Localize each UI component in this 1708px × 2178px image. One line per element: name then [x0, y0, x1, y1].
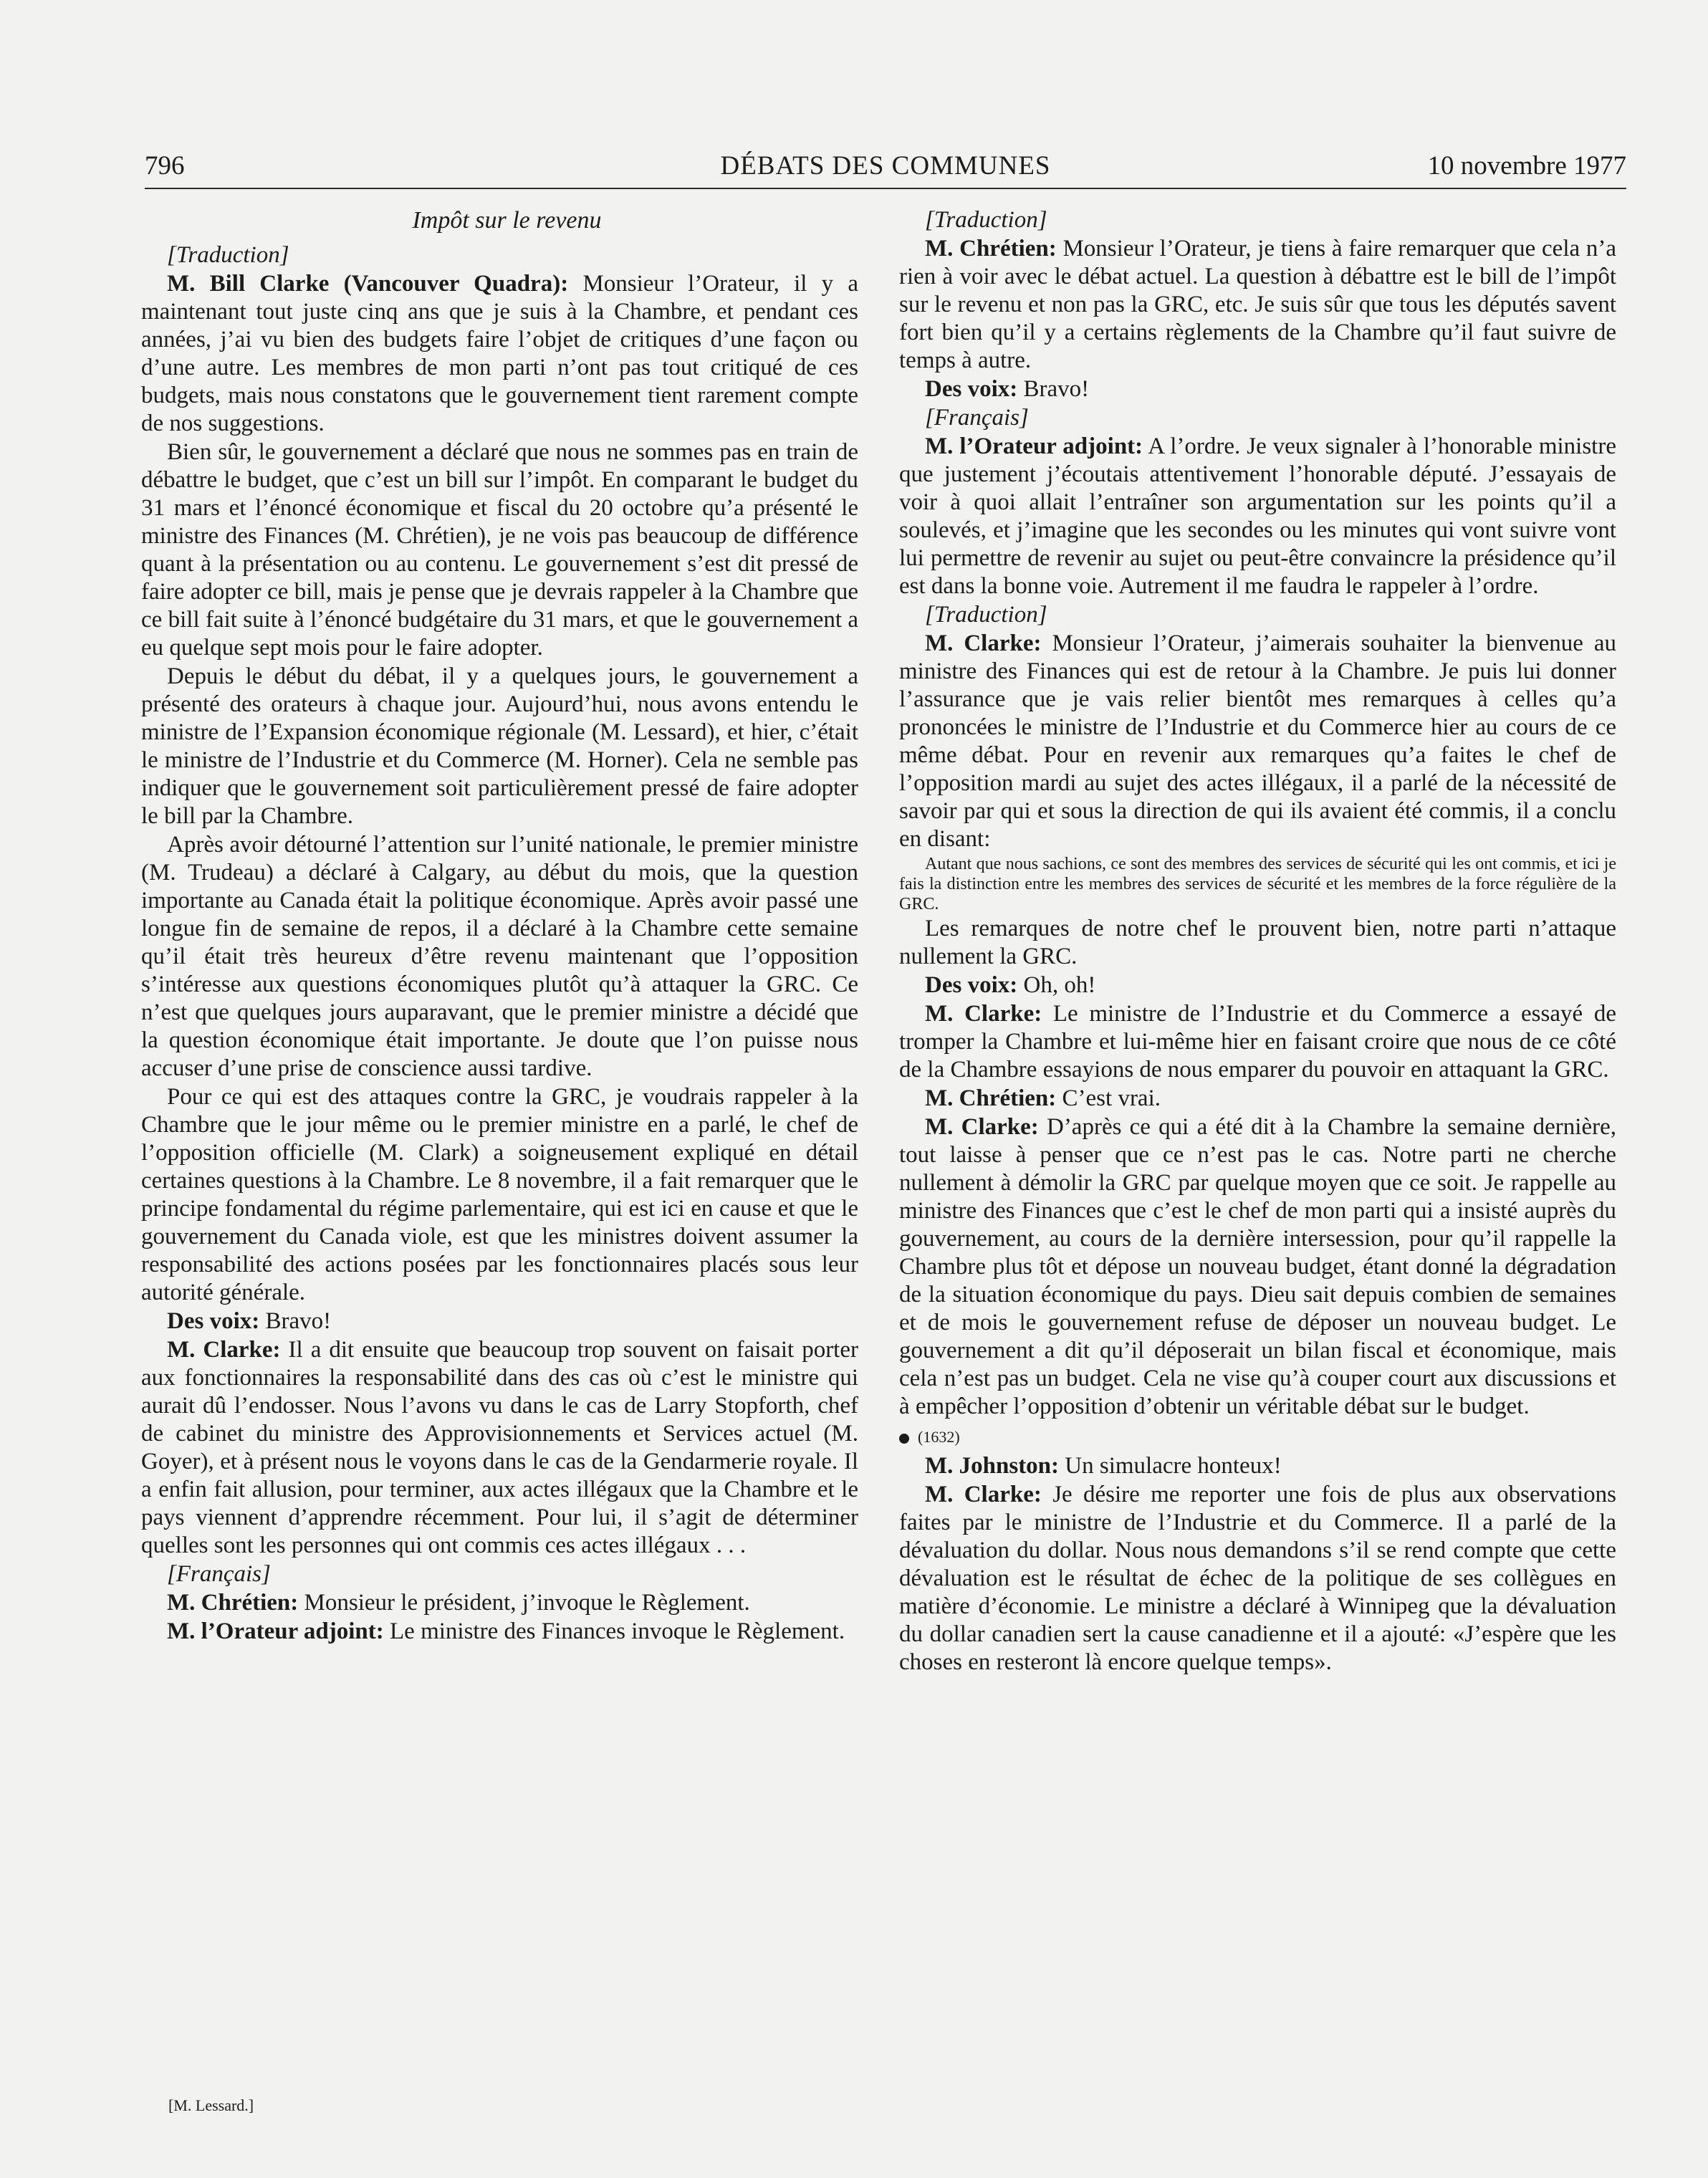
timestamp — [899, 1425, 1616, 1449]
left-column — [141, 206, 858, 1646]
language-tag: [Traduction] — [925, 602, 1047, 628]
speech-text: Oh, oh! — [1017, 972, 1096, 998]
paragraph — [899, 1481, 1616, 1676]
speech-text: Bravo! — [1017, 376, 1090, 402]
speaker-name: M. Chrétien: — [925, 236, 1057, 262]
speaker-name: M. Johnston: — [925, 1453, 1060, 1479]
speech-text: Monsieur l’Orateur, il y a maintenant tout juste cinq ans que je suis à la Chambre, et pendant ces années, j’ai vu bien des budgets faire l’objet de critiques d’une façon ou d’une autre. Les membres de mon parti n’ont pas tout critiqué de ces budgets, mais nous constatons que le gouvernement tient rarement compte de nos suggestions. — [141, 271, 858, 436]
speaker-name: M. Clarke: — [925, 1114, 1039, 1140]
paragraph: Les remarques de notre chef le prouvent bien, notre parti n’attaque nullement la GRC. — [899, 916, 1616, 969]
paragraph: Après avoir détourné l’attention sur l’unité nationale, le premier ministre (M. Trudeau) a déclaré à Calgary, au début du mois, que la question importante au Canada était la politique économique. Après avoir passé une longue fin de semaine de repos, il a déclaré à la Chambre cette semaine qu’il était très heureux d’être revenu maintenant que l’opposition s’intéresse aux questions économiques plutôt qu’à attaquer la GRC. Ce n’est que quelques jours auparavant, que le premier ministre a décidé que la question économique était importante. Je doute que l’on puisse nous accuser d’une prise de conscience aussi tardive. — [141, 832, 858, 1081]
paragraph — [899, 1452, 1616, 1480]
language-tag: [Français] — [167, 1561, 271, 1587]
speech-text: Bravo! — [259, 1308, 332, 1334]
paragraph: Bien sûr, le gouvernement a déclaré que nous ne sommes pas en train de débattre le budget, que c’est un bill sur l’impôt. En comparant le budget du 31 mars et l’énoncé économique et fiscal du 20 octobre qu’a présenté le ministre des Finances (M. Chrétien), je ne vois pas beaucoup de différence quant à la présentation ou au contenu. Le gouvernement s’est dit pressé de faire adopter ce bill, mais je pense que je devrais rappeler à la Chambre que ce bill fait suite à l’énoncé budgétaire du 31 mars, et que le gouvernement a eu quelque sept mois pour le faire adopter. — [141, 439, 858, 661]
speech-text: Il a dit ensuite que beaucoup trop souvent on faisait porter aux fonctionnaires la responsabilité dans des cas où c’est le ministre qui aurait dû l’endosser. Nous l’avons vu dans le cas de Larry Stopforth, chef de cabinet du ministre des Approvisionnements et Services actuel (M. Goyer), et à présent nous le voyons dans le cas de la Gendarmerie royale. Il a enfin fait allusion, pour terminer, aux actes illégaux que la Chambre et le pays viennent d’apprendre récemment. Pour lui, il s’agit de déterminer quelles sont les personnes qui ont commis ces actes illégaux . . . — [141, 1337, 858, 1558]
language-tag: [Traduction] — [925, 207, 1047, 233]
paragraph — [141, 1618, 858, 1646]
paragraph — [899, 433, 1616, 600]
speech-text: A l’ordre. Je veux signaler à l’honorable ministre que justement j’écoutais attentivement l’honorable député. J’essayais de voir à quoi allait l’entraîner son argumentation sur les points qu’il a soulevés, et j’imagine que les secondes ou les minutes qui vont suivre vont lui permettre de revenir au sujet ou peut-être convaincre la présidence qu’il est dans la bonne voie. Autrement il me faudra le rappeler à l’ordre. — [899, 433, 1616, 599]
speaker-name: Des voix: — [925, 376, 1018, 402]
bullet-icon — [899, 1434, 909, 1444]
page-header — [145, 148, 1626, 185]
paragraph — [899, 375, 1616, 403]
paragraph — [899, 972, 1616, 999]
speech-text: C’est vrai. — [1056, 1085, 1161, 1111]
page-number: 796 — [145, 151, 185, 181]
speech-text: Je désire me reporter une fois de plus aux observations faites par le ministre de l’Industrie et du Commerce. Il a parlé de la dévaluation du dollar. Nous nous demandons s’il se rend compte que cette dévaluation est le résultat de échec de la politique de ses collègues en matière d’économie. Le ministre a déclaré à Winnipeg que la dévaluation du dollar canadien sert la cause canadienne et il a ajouté: «J’espère que les choses en resteront là encore quelque temps». — [899, 1482, 1616, 1675]
speech-text: Monsieur le président, j’invoque le Règlement. — [298, 1590, 750, 1616]
speaker-name: M. Chrétien: — [167, 1590, 299, 1616]
speaker-name: M. Clarke: — [925, 1482, 1042, 1507]
speaker-name: M. Clarke: — [167, 1337, 281, 1363]
paragraph — [899, 1085, 1616, 1113]
paragraph — [899, 235, 1616, 375]
speaker-name: Des voix: — [167, 1308, 260, 1334]
speech-text: Monsieur l’Orateur, j’aimerais souhaiter la bienvenue au ministre des Finances qui est de retour à la Chambre. Je puis lui donner l’assurance que je vais relier bientôt mes remarques à celles qu’a prononcées le ministre de l’Industrie et du Commerce hier au cours de ce même débat. Pour en revenir aux remarques qu’a faites le chef de l’opposition mardi au sujet des actes illégaux, il a parlé de la nécessité de savoir par qui et sous la direction de qui ils avaient été commis, il a conclu en disant: — [899, 630, 1616, 852]
paragraph — [899, 1113, 1616, 1421]
speaker-name: M. Bill Clarke (Vancouver Quadra): — [167, 271, 569, 297]
speech-text: Un simulacre honteux! — [1059, 1453, 1282, 1479]
paragraph — [141, 270, 858, 438]
header-rule — [145, 188, 1626, 189]
paragraph — [899, 630, 1616, 853]
speaker-name: M. l’Orateur adjoint: — [925, 433, 1143, 459]
paragraph: Depuis le début du débat, il y a quelques jours, le gouvernement a présenté des orateurs à chaque jour. Aujourd’hui, nous avons entendu le ministre de l’Expansion économique régionale (M. Lessard), et hier, c’était le ministre de l’Industrie et du Commerce (M. Horner). Cela ne semble pas indiquer que le gouvernement soit particulièrement pressé de faire adopter le bill par la Chambre. — [141, 663, 858, 829]
language-tag: [Traduction] — [167, 242, 289, 268]
language-tag: [Français] — [925, 405, 1029, 431]
timestamp-text: (1632) — [918, 1428, 960, 1446]
block-quote: Autant que nous sachions, ce sont des membres des services de sécurité qui les ont commis, et ici je fais la distinction entre les membres des services de sécurité et les membres de la force régulière de la GRC. — [899, 855, 1616, 913]
speaker-name: M. Chrétien: — [925, 1085, 1057, 1111]
publication-title: DÉBATS DES COMMUNES — [720, 151, 1051, 181]
right-column — [899, 206, 1616, 1677]
speech-text: Monsieur l’Orateur, je tiens à faire remarquer que cela n’a rien à voir avec le débat actuel. La question à débattre est le bill de l’impôt sur le revenu et non pas la GRC, etc. Je suis sûr que tous les députés savent fort bien qu’il y a certains règlements de la Chambre qu’il faut suivre de temps à autre. — [899, 236, 1616, 373]
paragraph — [899, 1000, 1616, 1084]
issue-date: 10 novembre 1977 — [1427, 151, 1626, 181]
paragraph — [141, 1336, 858, 1560]
paragraph: Pour ce qui est des attaques contre la GRC, je voudrais rappeler à la Chambre que le jour même ou le premier ministre en a parlé, le chef de l’opposition officielle (M. Clark) a soigneusement expliqué en détail certaines questions à la Chambre. Le 8 novembre, il a fait remarquer que le principe fondamental du régime parlementaire, qui est ici en cause et que le gouvernement du Canada viole, est que les ministres doivent assumer la responsabilité des actions posées par les fonctionnaires placés sous leur autorité générale. — [141, 1084, 858, 1305]
footer-note: [M. Lessard.] — [168, 2096, 254, 2114]
section-title: Impôt sur le revenu — [412, 207, 602, 234]
paragraph — [141, 1308, 858, 1335]
speaker-name: M. Clarke: — [925, 1001, 1042, 1027]
speaker-name: Des voix: — [925, 972, 1018, 998]
speaker-name: M. l’Orateur adjoint: — [167, 1618, 384, 1644]
speech-text: Le ministre des Finances invoque le Règlement. — [383, 1618, 845, 1644]
speaker-name: M. Clarke: — [925, 630, 1042, 656]
speech-text: D’après ce qui a été dit à la Chambre la semaine dernière, tout laisse à penser que ce n’est pas le cas. Notre parti ne cherche nullement à démolir la GRC par quelque moyen que ce soit. Je rappelle au ministre des Finances que c’est le chef de mon parti qui a insisté auprès du gouvernement, au cours de la dernière intersession, pour qu’il rappelle la Chambre plus tôt et dépose un nouveau budget, étant donné la dégradation de la situation économique du pays. Dieu sait depuis combien de semaines et de mois le gouvernement refuse de déposer un nouveau budget. Le gouvernement a dit qu’il déposerait un bilan fiscal et économique, mais cela n’est pas un budget. Cela ne vise qu’à couper court aux discussions et à empêcher l’opposition d’obtenir un véritable débat sur le budget. — [899, 1114, 1616, 1419]
paragraph — [141, 1589, 858, 1617]
speech-text: Le ministre de l’Industrie et du Commerce a essayé de tromper la Chambre et lui-même hier en faisant croire que nous de ce côté de la Chambre essayions de nous emparer du pouvoir en attaquant la GRC. — [899, 1001, 1616, 1083]
